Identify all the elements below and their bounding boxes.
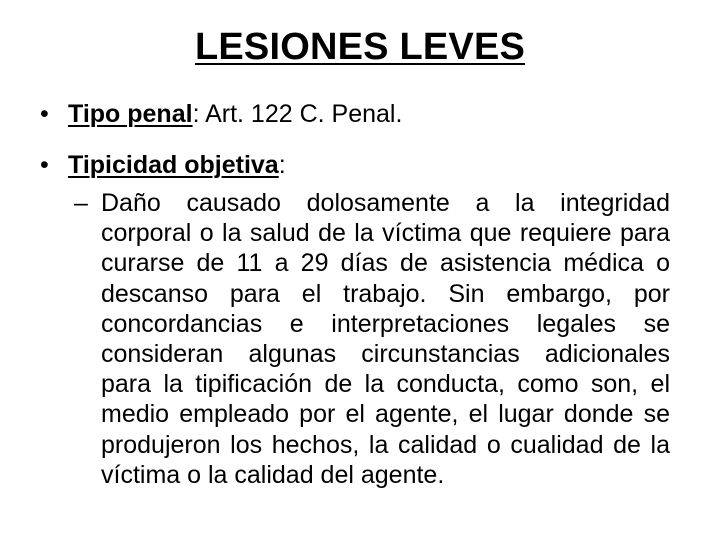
bullet-colon: : [278,151,286,179]
bullet-tipicidad-objetiva [40,150,286,180]
bullet-tipo-penal [40,99,402,129]
bullet-marker: • [40,151,49,179]
bullet-colon: : [192,100,200,128]
sub-bullet-text: Daño causado dolosamente a la integridad corporal o la salud de la víctima que requiere para curarse de 11 a 29 días de asistencia médica o descanso para el trabajo. Sin embargo, por concordancias e interpretaciones legales se consideran algunas circunstancias adicionales para la tipificación de la conducta, como son, el medio empleado por el agente, el lugar donde se produjeron los hechos, la calidad o cualidad de la víctima o la calidad del agente. [101,189,670,489]
bullet-marker: • [40,100,49,128]
slide-title: LESIONES LEVES [194,26,526,68]
bullet-term: Tipicidad objetiva [68,151,279,179]
sub-bullet-marker: – [74,189,88,217]
sub-bullet-definition [74,188,670,490]
bullet-text: Art. 122 C. Penal. [199,100,403,128]
bullet-term: Tipo penal [68,100,193,128]
